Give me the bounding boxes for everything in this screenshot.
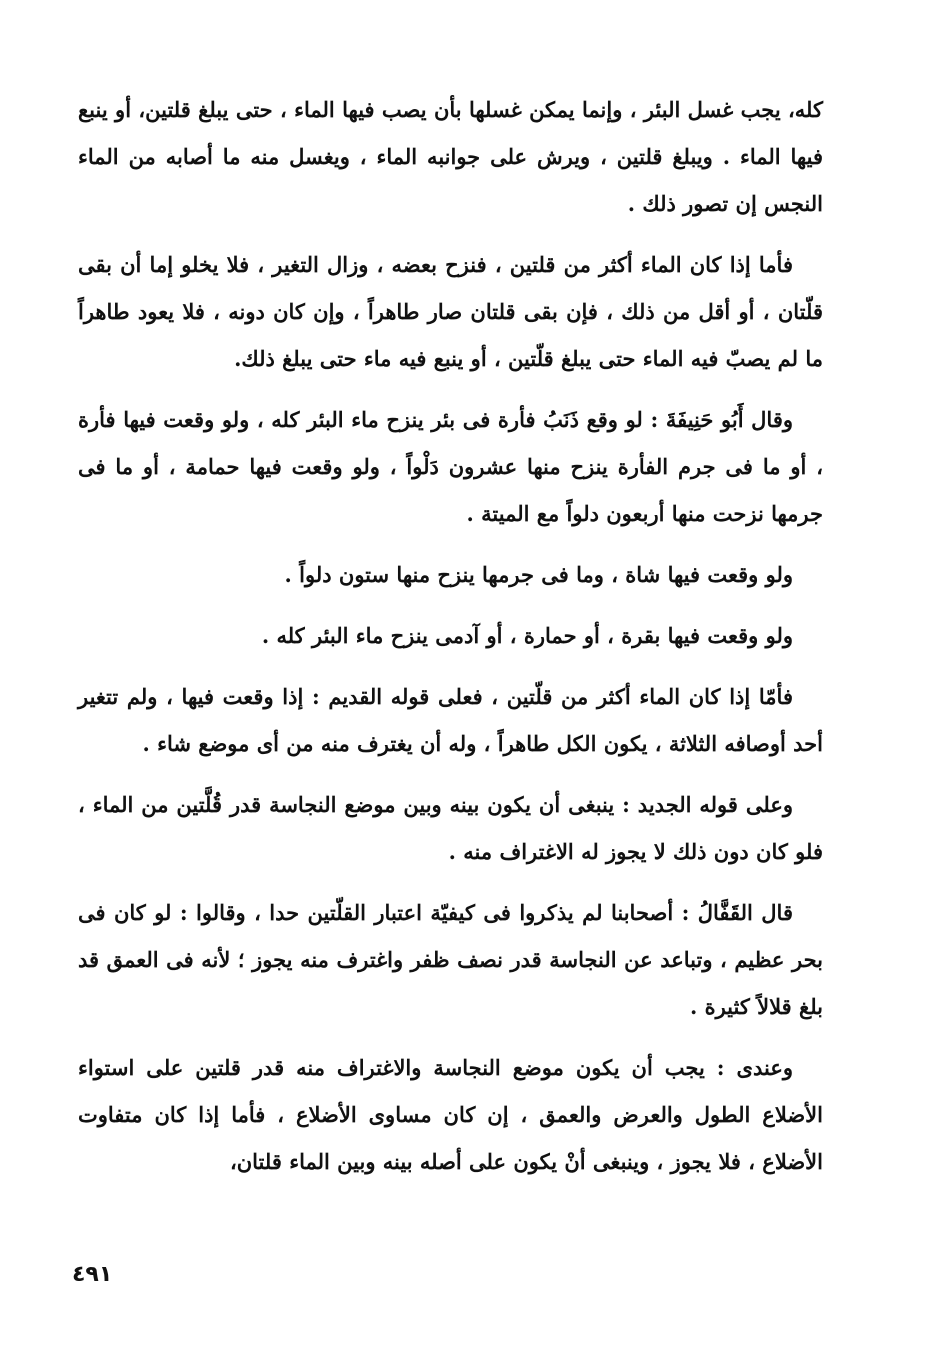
paragraph-3: وقال أَبُو حَنِيفَةَ : لو وقع ذَنَبُ فأرة فى بئر ينزح ماء البئر كله ، ولو وقعت فيها فأرة ، أو ما فى جرم الفأرة ينزح منها عشرون دَلْواً ، ولو وقعت فيها حمامة ، أو ما فى جرمها نزحت منها أربعون دلواً مع الميتة . <box>78 407 823 526</box>
book-page-body <box>78 86 823 1199</box>
paragraph-4: ولو وقعت فيها شاة ، وما فى جرمها ينزح منها ستون دلواً . <box>284 562 793 587</box>
paragraph-9: وعندى : يجب أن يكون موضع النجاسة والاغتراف منه قدر قلتين على استواء الأضلاع الطول والعرض والعمق ، إن كان مساوى الأضلاع ، فأما إذا كان متفاوت الأضلاع ، فلا يجوز ، وينبغى أنْ يكون على أصله بينه وبين الماء قلتان، <box>78 1055 823 1174</box>
paragraph-1: كله، يجب غسل البئر ، وإنما يمكن غسلها بأن يصب فيها الماء ، حتى يبلغ قلتين، أو ينبع فيها الماء . ويبلغ قلتين ، ويرش على جوانبه الماء ، ويغسل منه ما أصابه من الماء النجس إن تصور ذلك . <box>78 97 823 216</box>
paragraph-5: ولو وقعت فيها بقرة ، أو حمارة ، أو آدمى ينزح ماء البئر كله . <box>261 623 793 648</box>
paragraph-6: فأمّا إذا كان الماء أكثر من قلّتين ، فعلى قوله القديم : إذا وقعت فيها ، ولم تتغير أحد أوصافه الثلاثة ، يكون الكل طاهراً ، وله أن يغترف منه من أى موضع شاء . <box>78 684 823 756</box>
paragraph-8: قال القَفَّالُ : أصحابنا لم يذكروا فى كيفيّة اعتبار القلّتين حدا ، وقالوا : لو كان فى بحر عظيم ، وتباعد عن النجاسة قدر نصف ظفر واغترف منه يجوز ؛ لأنه فى العمق قد بلغ قلالاً كثيرة . <box>78 900 823 1019</box>
paragraph-7: وعلى قوله الجديد : ينبغى أن يكون بينه وبين موضع النجاسة قدر قُلَّتين من الماء ، فلو كان دون ذلك لا يجوز له الاغتراف منه . <box>78 792 823 864</box>
paragraph-2: فأما إذا كان الماء أكثر من قلتين ، فنزح بعضه ، وزال التغير ، فلا يخلو إما أن بقى قلّتان ، أو أقل من ذلك ، فإن بقى قلتان صار طاهراً ، وإن كان دونه ، فلا يعود طاهراً ما لم يصبّ فيه الماء حتى يبلغ قلّتين ، أو ينبع فيه ماء حتى يبلغ ذلك. <box>78 252 823 371</box>
page-number: ٤٩١ <box>72 1262 113 1287</box>
